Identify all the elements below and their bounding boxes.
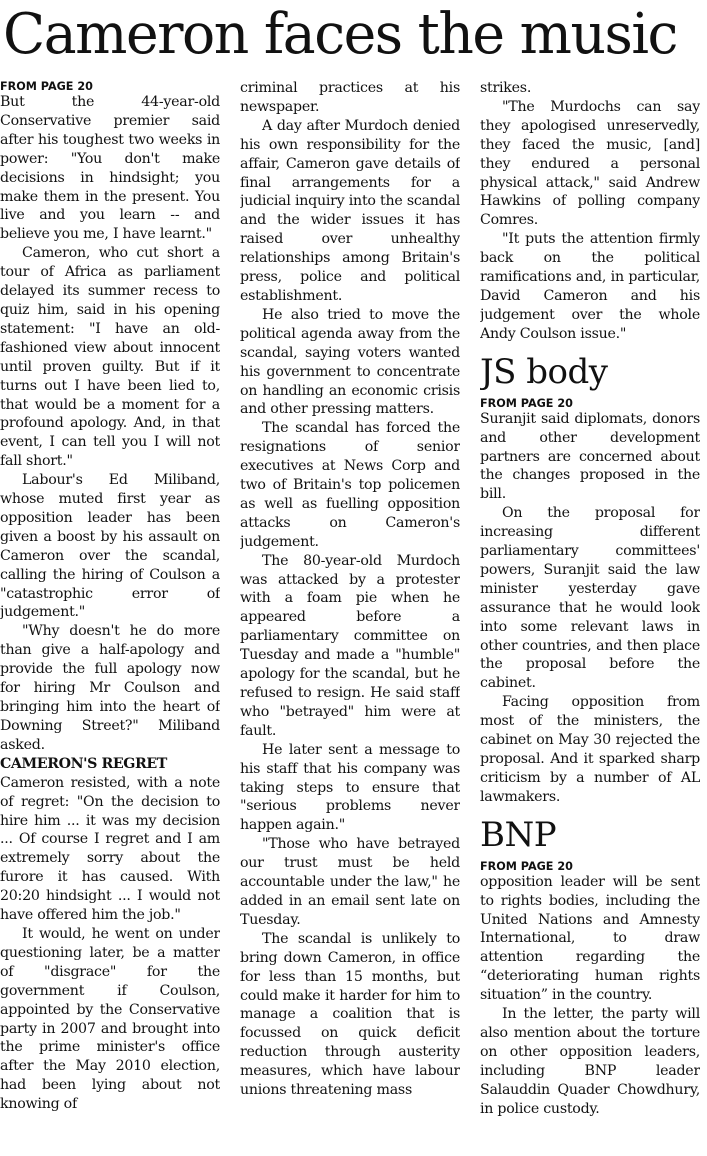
paragraph: "Those who have betrayed our trust must be held accountable under the law," he added in an email sent late on Tuesday.	[240, 836, 460, 928]
paragraph: The scandal is unlikely to bring down Cameron, in office for less than 15 months, but could make it harder for him to manage a coalition that is focussed on quick deficit reduction through austerity measures, which have labour unions threatening mass	[240, 930, 460, 1099]
paragraph: Facing opposition from most of the ministers, the cabinet on May 30 rejected the proposal. And it sparked sharp criticism by a number of AL lawmakers.	[480, 694, 700, 805]
paragraph: "Why doesn't he do more than give a half-apology and provide the full apology now for hiring Mr Coulson and bringing him into the heart of Downing Street?" Miliband asked.	[0, 623, 220, 753]
column-1	[0, 79, 220, 1114]
paragraph: Labour's Ed Miliband, whose muted first year as opposition leader has been given a boost by his assault on Cameron over the scandal, calling the hiring of Coulson a "catastrophic error of judgement."	[0, 472, 220, 621]
from-page-label: FROM PAGE 20	[0, 80, 93, 93]
column-2	[240, 79, 460, 1100]
paragraph: opposition leader will be sent to rights bodies, including the United Nations and Amnesty International, to draw attention regarding the “deteriorating human rights situation” in the country.	[480, 873, 700, 1004]
paragraph: He also tried to move the political agenda away from the scandal, saying voters wanted his government to concentrate on handling an economic crisis and other pressing matters.	[240, 306, 460, 418]
paragraph: The 80-year-old Murdoch was attacked by a protester with a foam pie when he appeared before a parliamentary committee on Tuesday and made a "humble" apology for the scandal, but he refused to resign. He said staff who "betrayed" him were at fault.	[240, 552, 460, 739]
paragraph: The scandal has forced the resignations of senior executives at News Corp and two of Britain's top policemen as well as fuelling opposition attacks on Cameron's judgement.	[240, 420, 460, 550]
paragraph: "It puts the attention firmly back on the political ramifications and, in particular, David Cameron and his judgement over the whole Andy Coulson issue."	[480, 231, 700, 342]
paragraph: Suranjit said diplomats, donors and other development partners are concerned about the changes proposed in the bill.	[480, 410, 700, 503]
paragraph: He later sent a message to his staff that his company was taking steps to ensure that "serious problems never happen again."	[240, 741, 460, 834]
subheading: CAMERON'S REGRET	[0, 755, 167, 772]
paragraph: strikes.	[480, 80, 532, 96]
paragraph: A day after Murdoch denied his own responsibility for the affair, Cameron gave details of final arrangements for a judicial inquiry into the scandal and the wider issues it has raised over unhealthy relationships among Britain's press, police and political establishment.	[240, 117, 460, 304]
section-heading-js-body: JS body	[480, 351, 608, 392]
paragraph: In the letter, the party will also mention about the torture on other opposition leaders, including BNP leader Salauddin Quader Chowdhury, in police custody.	[480, 1006, 700, 1117]
from-page-label: FROM PAGE 20	[480, 859, 573, 873]
column-3	[480, 79, 700, 1119]
paragraph: Cameron, who cut short a tour of Africa as parliament delayed its summer recess to quiz him, said in his opening statement: "I have an old-fashioned view about innocent until proven guilty. But if it turns out I have been lied to, that would be a moment for a profound apology. And, in that event, I can tell you I will not fall short."	[0, 245, 220, 470]
paragraph: Cameron resisted, with a note of regret: "On the decision to hire him ... it was my decision ... Of course I regret and I am extremely sorry about the furore it has caused. With 20:20 hindsight ... I would not have offered him the job."	[0, 774, 220, 924]
paragraph: It would, he went on under questioning later, be a matter of "disgrace" for the government if Coulson, appointed by the Conservative party in 2007 and brought into the prime minister's office after the May 2010 election, had been lying about not knowing of	[0, 925, 220, 1113]
paragraph: "The Murdochs can say they apologised unreservedly, they faced the music, [and] they endured a personal physical attack," said Andrew Hawkins of polling company Comres.	[480, 98, 700, 229]
paragraph: But the 44-year-old Conservative premier said after his toughest two weeks in power: "You don't make decisions in hindsight; you make them in the present. You live and you learn -- and believe you me, I have learnt."	[0, 94, 220, 243]
paragraph: criminal practices at his newspaper.	[240, 80, 460, 115]
section-heading-bnp: BNP	[480, 814, 557, 855]
from-page-label: FROM PAGE 20	[480, 396, 573, 410]
paragraph: On the proposal for increasing different parliamentary committees' powers, Suranjit said the law minister yesterday gave assurance that he would look into some relevant laws in other countries, and then place the proposal before the cabinet.	[480, 505, 700, 692]
headline: Cameron faces the music	[3, 2, 677, 67]
